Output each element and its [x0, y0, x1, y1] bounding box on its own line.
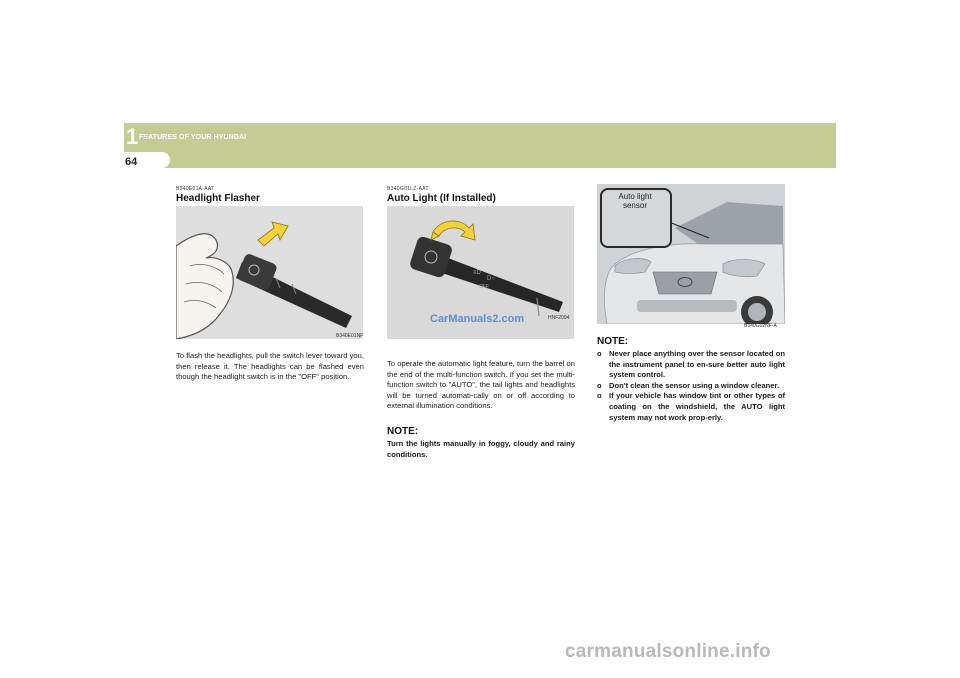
section-heading: Headlight Flasher [176, 193, 260, 204]
photo-code: HNF2094 [548, 315, 570, 321]
section-code: B340E01A-AAT [176, 186, 215, 192]
bullet-text: If your vehicle has window tint or other types of coating on the windshield, the AUTO light system may not work prop-erly. [609, 391, 785, 422]
section-code: B340G01LZ-AAT [387, 186, 429, 192]
body-text: To operate the automatic light feature, turn the barrel on the end of the multi-function switch. If you set the multi-function switch to "AUTO", the tail lights and headlights will be turned automati-cally on or off according to external illumination conditions. [387, 359, 575, 411]
bullet-marker: o [597, 391, 602, 401]
hand-lever-illustration [176, 206, 363, 339]
footer-watermark: carmanualsonline.info [565, 641, 771, 662]
page-number: 64 [125, 156, 138, 168]
callout-label: Auto light sensor [618, 192, 652, 210]
bullet-marker: o [597, 380, 602, 390]
list-item [597, 381, 785, 392]
photo-code: B340G02NF-A [744, 323, 777, 329]
chapter-number: 1 [126, 124, 139, 149]
note-bullet-list [597, 349, 785, 423]
section-heading: Auto Light (If Installed) [387, 193, 496, 204]
bullet-text: Don't clean the sensor using a window cleaner. [609, 380, 780, 390]
headlight-flasher-photo [176, 206, 363, 339]
list-item [597, 391, 785, 423]
list-item [597, 349, 785, 381]
note-title: NOTE: [597, 336, 629, 347]
header-band [124, 123, 836, 168]
body-text: To flash the headlights, pull the switch lever toward you, then release it. The headlights can be flashed even though the headlight switch is in the "OFF" position. [176, 351, 364, 382]
svg-text:D○: D○ [487, 276, 495, 282]
inline-watermark: CarManuals2.com [430, 313, 525, 325]
note-body: Turn the lights manually in foggy, cloudy and rainy conditions. [387, 439, 575, 459]
svg-text:≡D: ≡D [473, 270, 481, 276]
photo-code: B340E01NF [336, 333, 364, 339]
svg-text:OFF: OFF [479, 284, 489, 290]
chapter-title: FEATURES OF YOUR HYUNDAI [139, 134, 247, 141]
bullet-text: Never place anything over the sensor located on the instrument panel to en-sure better auto light system control. [609, 349, 785, 380]
bullet-marker: o [597, 349, 602, 358]
note-title: NOTE: [387, 426, 419, 437]
